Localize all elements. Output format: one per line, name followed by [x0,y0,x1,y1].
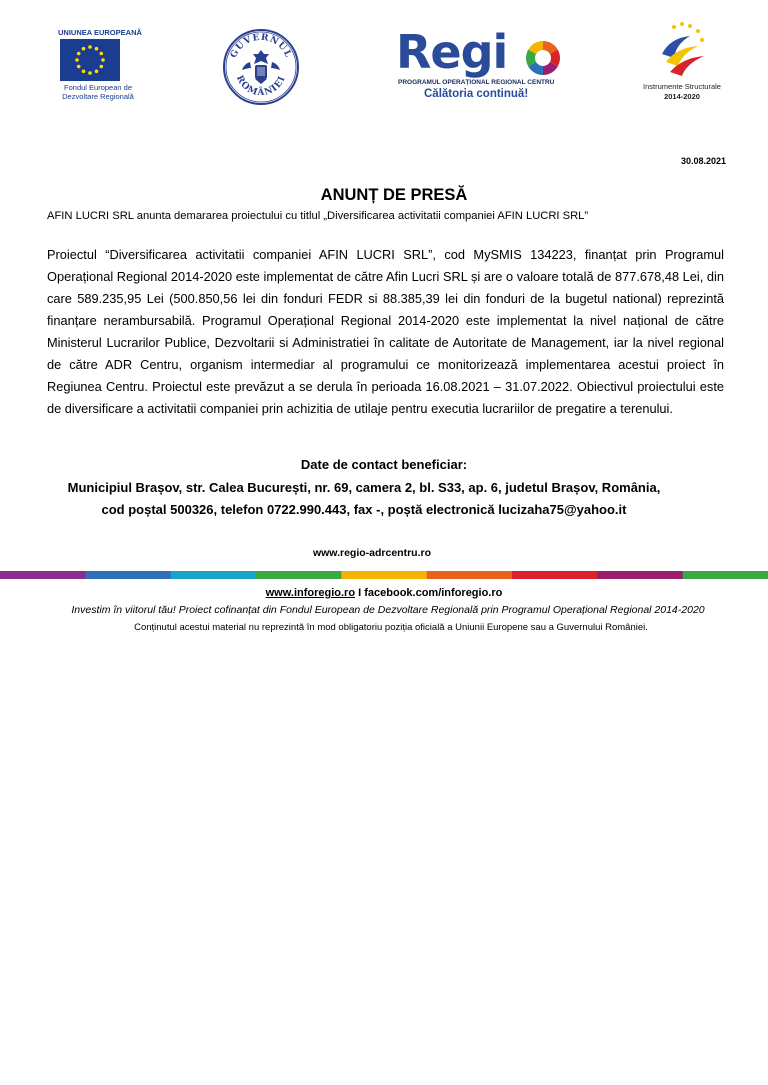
gov-text-top: GUVERNUL [228,32,294,60]
color-stripe [0,571,768,579]
instrumente-structurale-emblem-icon [656,20,708,80]
stripe-segment [256,571,342,579]
instrumente-caption-2: 2014-2020 [664,92,700,101]
contact-details: cod poștal 500326, telefon 0722.990.443, fax -, poștă electronică lucizaha75@yahoo.it [101,502,627,517]
government-seal-icon [222,28,300,106]
eu-disclaimer: Conținutul acestui material nu reprezintă în mod obligatoriu poziția oficială a Uniunii Europene sau a Guvernului României. [134,622,648,633]
eu-caption-2: Dezvoltare Regională [62,92,134,101]
inforegio-link[interactable]: www.inforegio.ro [265,587,356,599]
regio-wheel-icon [524,39,562,77]
document-subtitle: AFIN LUCRI SRL anunta demararea proiectului cu titlul „Diversificarea activitatii companiei AFIN LUCRI SRL” [47,210,589,222]
stripe-segment [85,571,171,579]
instrumente-structurale-logo [632,20,732,110]
instrumente-caption-1: Instrumente Structurale [643,82,721,91]
document-body: Proiectul “Diversificarea activitatii companiei AFIN LUCRI SRL”, cod MySMIS 134223, finanțat prin Programul Operațional Regional 2014-2020 este implementat de către Afin Lucri SRL și are o valoare totală de 877.678,48 Lei, din care 589.235,95 Lei (500.850,56 lei din fonduri FEDR si 88.385,39 lei din fonduri de la bugetul national) reprezintă finanțare nerambursabilă. Programul Operațional Regional 2014-2020 este implementat la nivel național de către Ministerul Lucrarilor Publice, Dezvoltarii si Administratiei în calitate de Autoritate de Management, iar la nivel regional de către ADR Centru, organism intermediar al programului ce monitorizează implementarea acestui proiect în Regiunea Centru. Proiectul este prevăzut a se derula în perioada 16.08.2021 – 31.07.2022. Obiectivul proiectului este de diversificare a activitatii companiei prin achizitia de utilaje pentru executia lucrariilor de pregatire a terenului. [47,247,724,416]
contact-address: Municipiul Brașov, str. Calea București, nr. 69, camera 2, bl. S33, ap. 6, judetul Brașov, România, [67,480,661,495]
regio-subline: PROGRAMUL OPERAȚIONAL REGIONAL CENTRU [398,79,555,86]
document-title: ANUNȚ DE PRESĂ [320,186,468,204]
regio-wordmark: Regi [396,25,508,79]
footer-links [0,587,768,599]
gov-text-bottom: ROMÂNIEI [233,74,288,99]
stripe-segment [512,571,598,579]
document-date: 30.08.2021 [680,156,726,166]
stripe-segment [341,571,427,579]
website-link[interactable]: www.regio-adrcentru.ro [312,547,432,559]
stripe-segment [0,571,86,579]
eu-flag-icon [60,39,120,81]
eu-logo-label: UNIUNEA EUROPEANĂ [58,28,142,37]
stripe-segment [597,571,683,579]
facebook-link[interactable]: facebook.com/inforegio.ro [364,587,503,599]
footer-separator: I [355,587,365,599]
regio-logo [396,25,576,105]
investim-slogan: Investim în viitorul tău! Proiect cofinanțat din Fondul European de Dezvoltare Regională prin Programul Operațional Regional 2014-2020 [71,604,705,616]
regio-tagline: Călătoria continuă! [424,88,529,100]
eu-caption-1: Fondul European de [64,83,132,92]
eu-logo [58,28,142,101]
stripe-segment [683,571,768,579]
stripe-segment [171,571,257,579]
contact-heading: Date de contact beneficiar: [300,457,468,472]
stripe-segment [427,571,513,579]
